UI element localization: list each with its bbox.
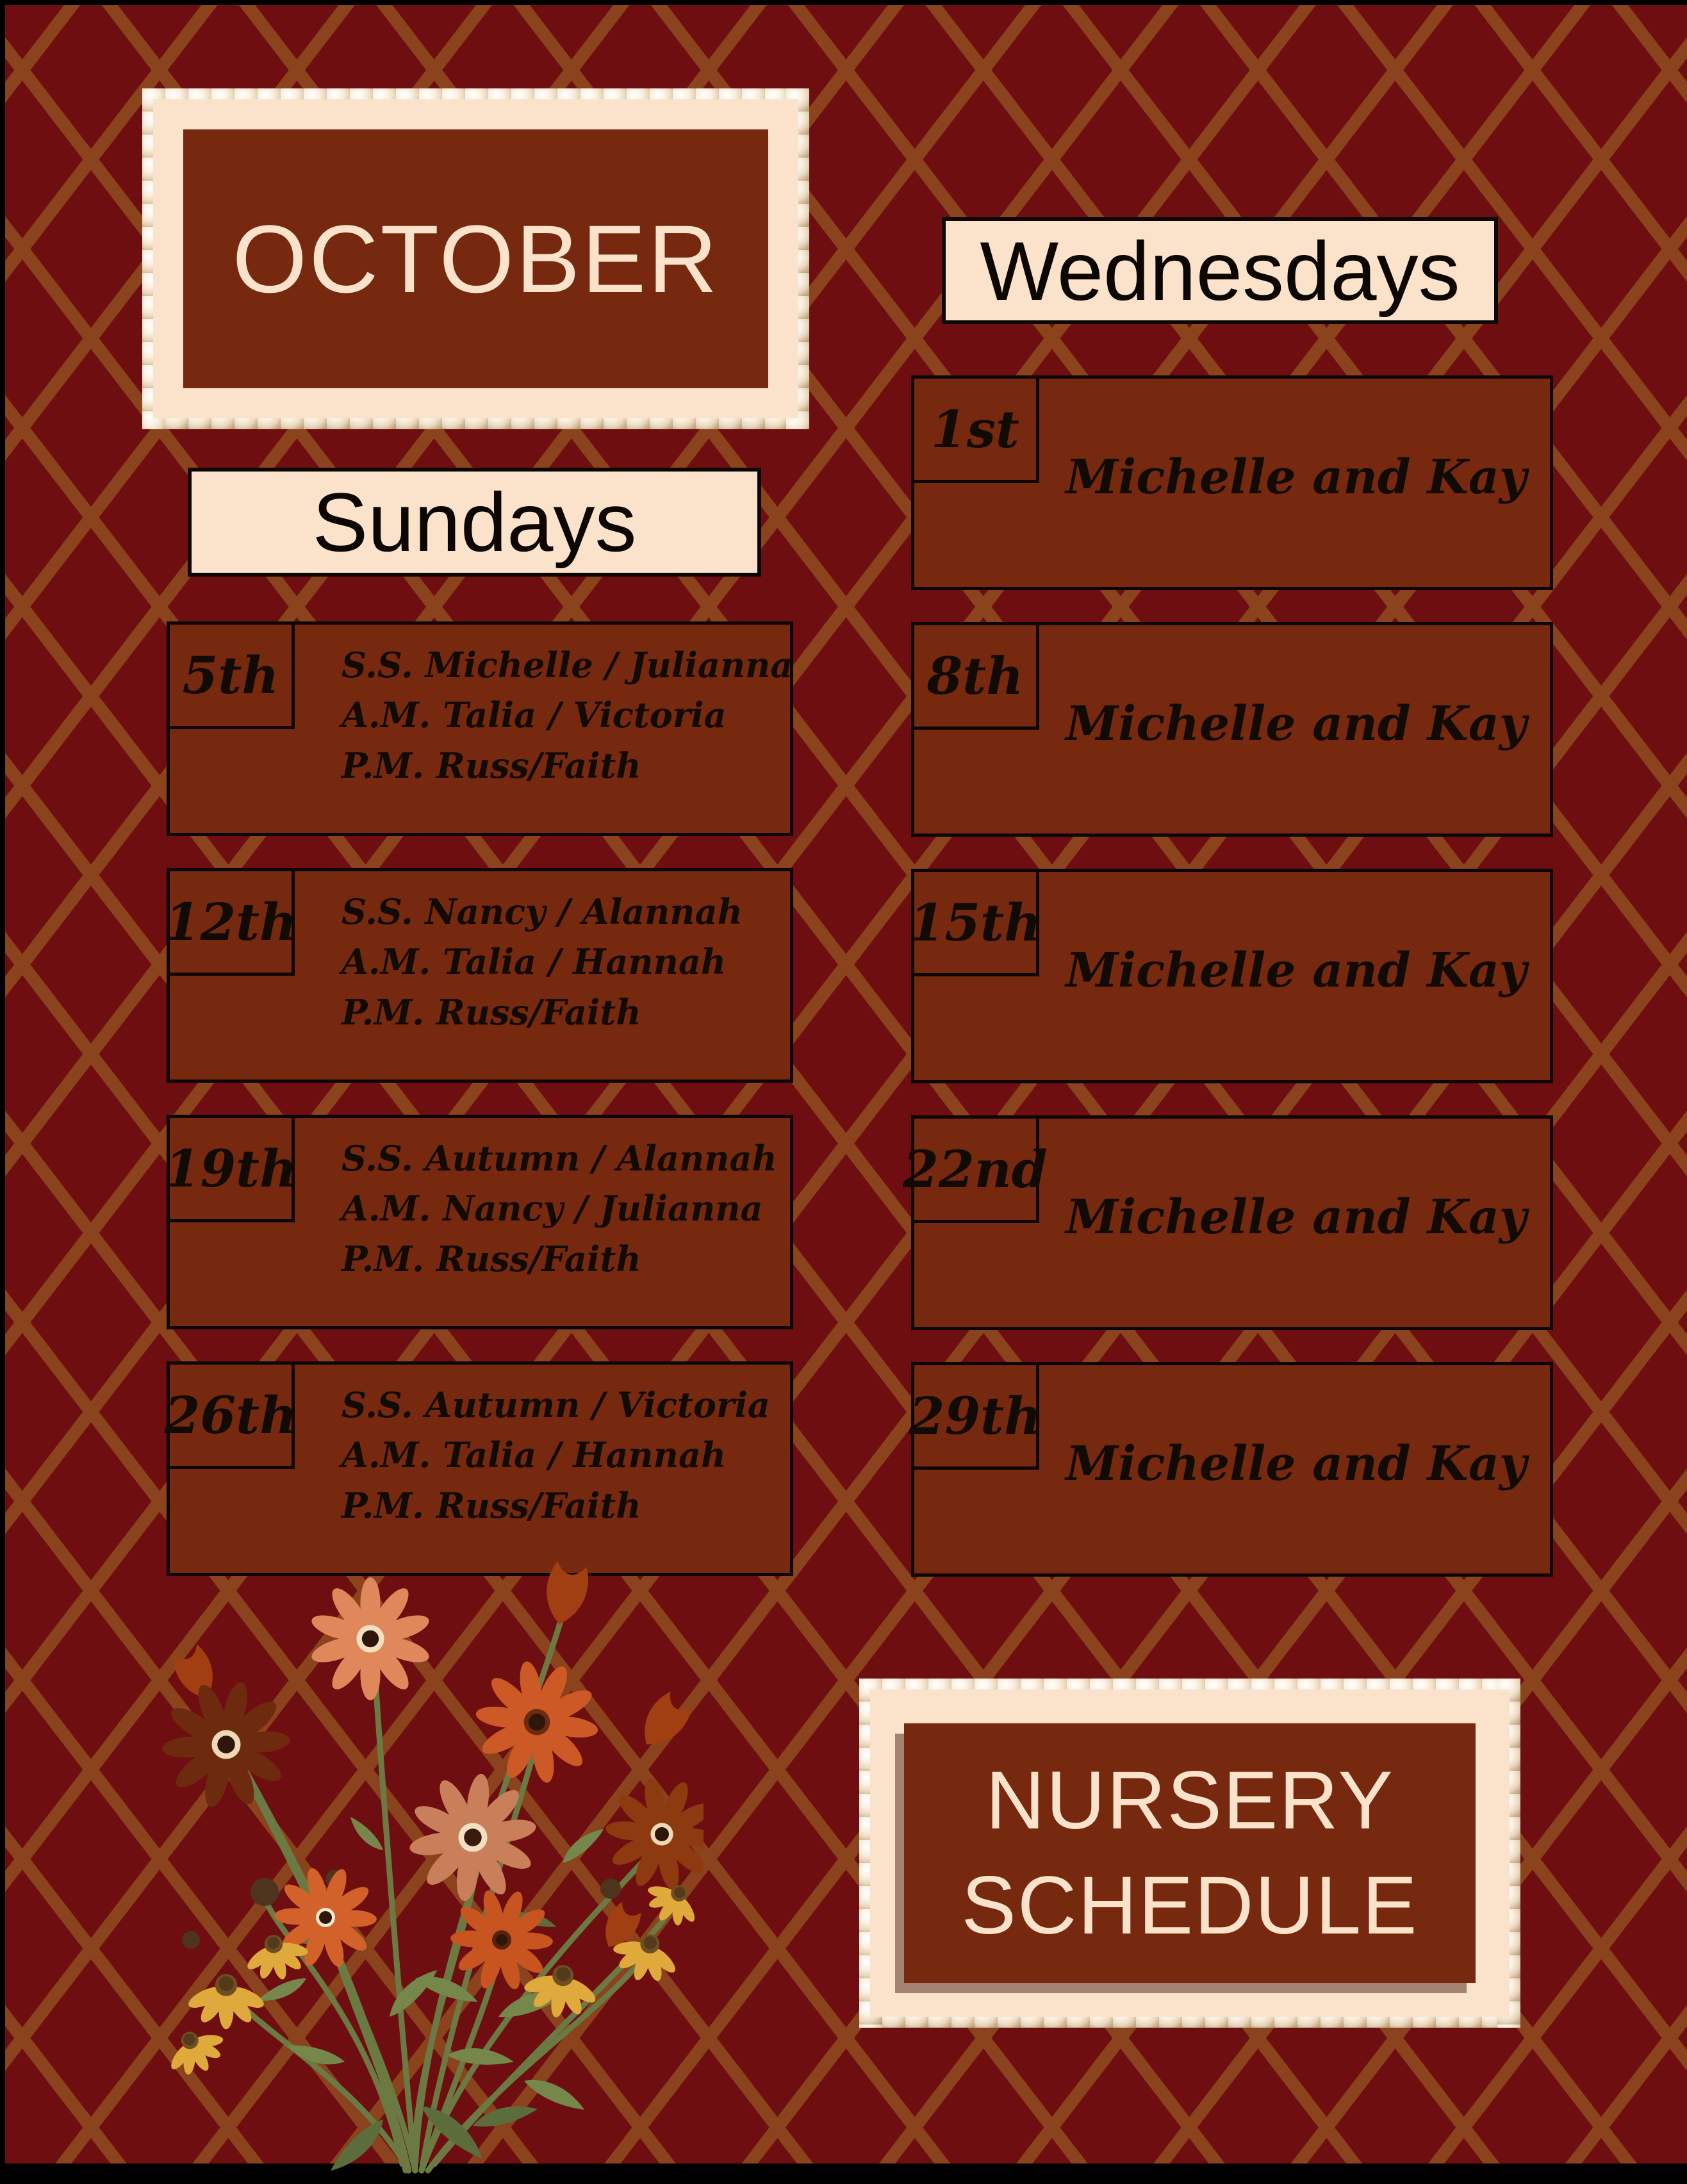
month-title: OCTOBER (183, 129, 768, 388)
schedule-lines (342, 1118, 790, 1284)
date-badge (911, 622, 1039, 730)
nursery-schedule-frame (859, 1679, 1520, 2028)
schedule-line: P.M. Russ/Faith (342, 991, 641, 1033)
nursery-title-line2: SCHEDULE (961, 1859, 1419, 1951)
nursery-workers-name: Michelle and Kay (1066, 942, 1527, 998)
sunday-schedule-box (167, 621, 793, 836)
wednesday-schedule-box (903, 1115, 1553, 1330)
date-label: 12th (164, 892, 297, 952)
wednesday-schedule-box (911, 869, 1553, 1083)
date-badge (164, 1115, 297, 1222)
nursery-workers-name: Michelle and Kay (1066, 696, 1527, 751)
wednesday-schedule-box (911, 622, 1553, 837)
schedule-line: S.S. Nancy / Alannah (342, 891, 743, 932)
date-badge (164, 868, 297, 976)
nursery-schedule-title (904, 1723, 1476, 1983)
schedule-line: A.M. Talia / Hannah (342, 941, 727, 983)
nursery-workers-name: Michelle and Kay (1066, 449, 1527, 505)
wednesdays-header: Wednesdays (942, 217, 1498, 324)
schedule-line: A.M. Nancy / Julianna (342, 1188, 763, 1229)
schedule-line: S.S. Michelle / Julianna (342, 645, 793, 686)
date-badge (164, 1361, 297, 1469)
schedule-line: P.M. Russ/Faith (342, 1484, 641, 1526)
date-badge (909, 1362, 1042, 1470)
schedule-lines (342, 1365, 790, 1531)
flower-bouquet-illustration (114, 1530, 704, 2177)
date-label: 1st (931, 399, 1019, 459)
schedule-lines (342, 871, 790, 1037)
nursery-workers-name: Michelle and Kay (1066, 1189, 1527, 1245)
date-label: 29th (909, 1386, 1042, 1446)
schedule-line: A.M. Talia / Hannah (342, 1434, 727, 1476)
sunday-schedule-box (164, 868, 793, 1083)
date-label: 19th (164, 1138, 297, 1199)
schedule-line: S.S. Autumn / Victoria (342, 1384, 770, 1425)
schedule-line: S.S. Autumn / Alannah (342, 1138, 777, 1179)
date-badge (909, 869, 1042, 976)
date-label: 22nd (903, 1139, 1048, 1199)
wednesday-schedule-box (911, 375, 1553, 590)
wednesday-schedule-box (911, 1362, 1553, 1577)
october-title-frame (142, 88, 809, 429)
schedule-line: A.M. Talia / Victoria (342, 694, 727, 736)
schedule-lines (342, 625, 793, 791)
date-label: 5th (182, 645, 279, 705)
sundays-header: Sundays (188, 468, 761, 577)
nursery-title-line1: NURSERY (985, 1754, 1394, 1846)
nursery-workers-name: Michelle and Kay (1066, 1436, 1527, 1491)
schedule-line: P.M. Russ/Faith (342, 744, 641, 786)
schedule-line: P.M. Russ/Faith (342, 1238, 641, 1279)
date-badge (167, 621, 295, 729)
date-label: 8th (926, 646, 1024, 706)
date-label: 15th (909, 892, 1042, 953)
sunday-schedule-box (164, 1115, 793, 1329)
date-badge (911, 375, 1039, 483)
date-label: 26th (164, 1385, 297, 1445)
date-badge (903, 1115, 1048, 1223)
